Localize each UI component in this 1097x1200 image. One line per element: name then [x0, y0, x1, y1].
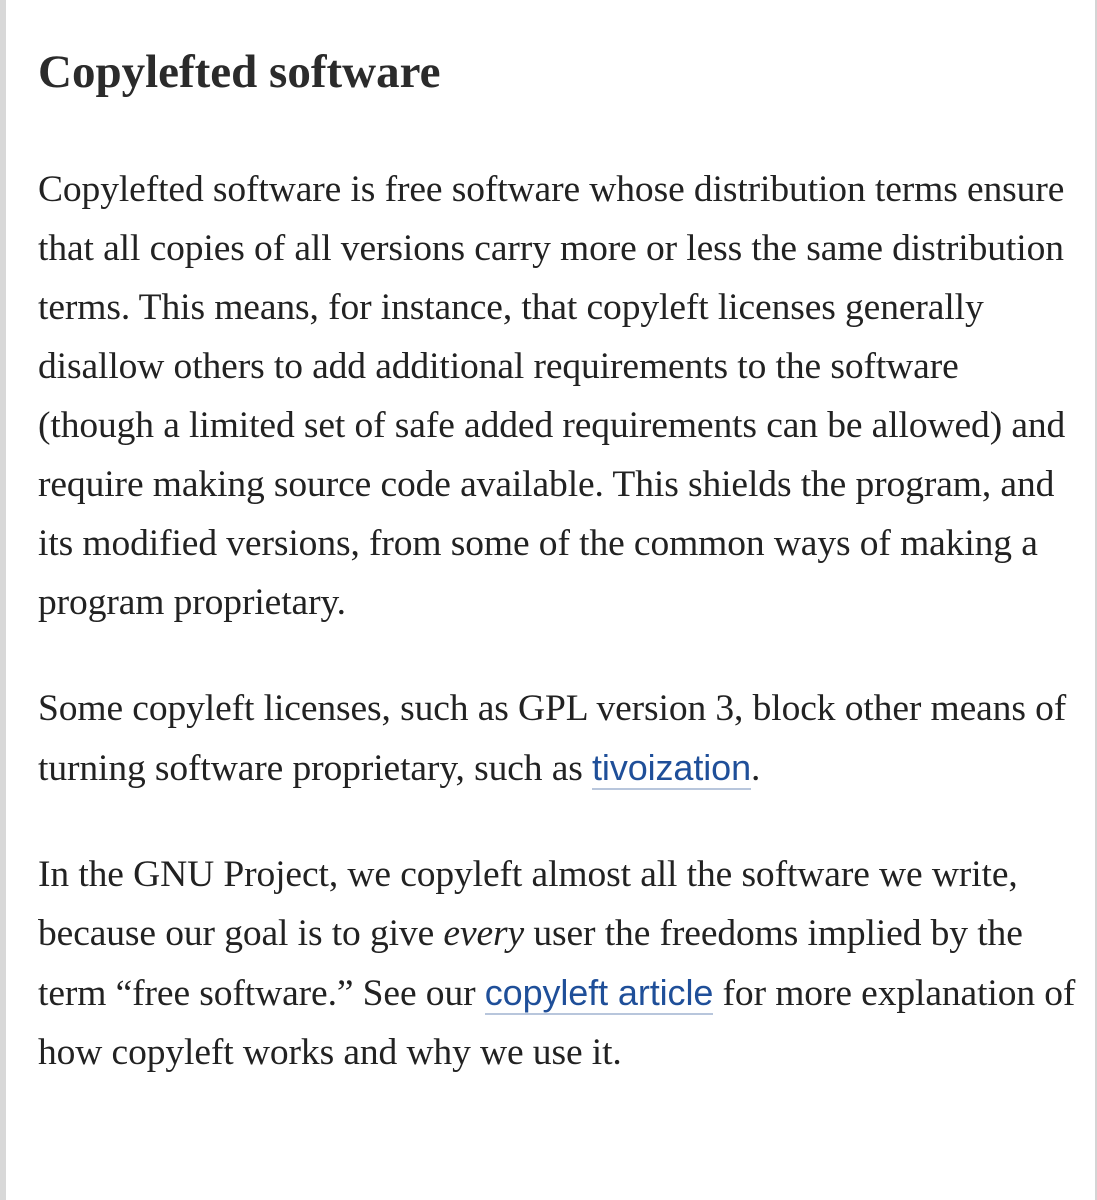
- emphasis-every: every: [443, 913, 525, 954]
- paragraph-tivoization-end: .: [751, 748, 761, 789]
- section-heading: Copylefted software: [38, 46, 441, 98]
- copyleft-article-link[interactable]: copyleft article: [484, 972, 714, 1013]
- left-border: [0, 0, 6, 1200]
- paragraph-tivoization-text: Some copyleft licenses, such as GPL version 3, block other means of turning software proprietary, such as: [38, 688, 1067, 789]
- paragraph-gnu-project: [38, 845, 1078, 1082]
- article-section: [38, 40, 1078, 1129]
- paragraph-tivoization: [38, 679, 1078, 798]
- paragraph-gnu-text-1: In the GNU Project, we copyleft almost all the software we write, because our goal is to give: [38, 854, 1018, 954]
- paragraph-gnu-text-2: user the freedoms implied by the term “free software.” See our: [38, 913, 1023, 1014]
- tivoization-link[interactable]: tivoization: [592, 747, 751, 788]
- paragraph-gnu-text-3: for more explanation of how copyleft works and why we use it.: [38, 973, 1076, 1073]
- paragraph-definition: Copylefted software is free software whose distribution terms ensure that all copies of all versions carry more or less the same distribution terms. This means, for instance, that copyleft licenses generally disallow others to add additional requirements to the software (though a limited set of safe added requirements can be allowed) and require making source code available. This shields the program, and its modified versions, from some of the common ways of making a program proprietary.: [38, 169, 1066, 623]
